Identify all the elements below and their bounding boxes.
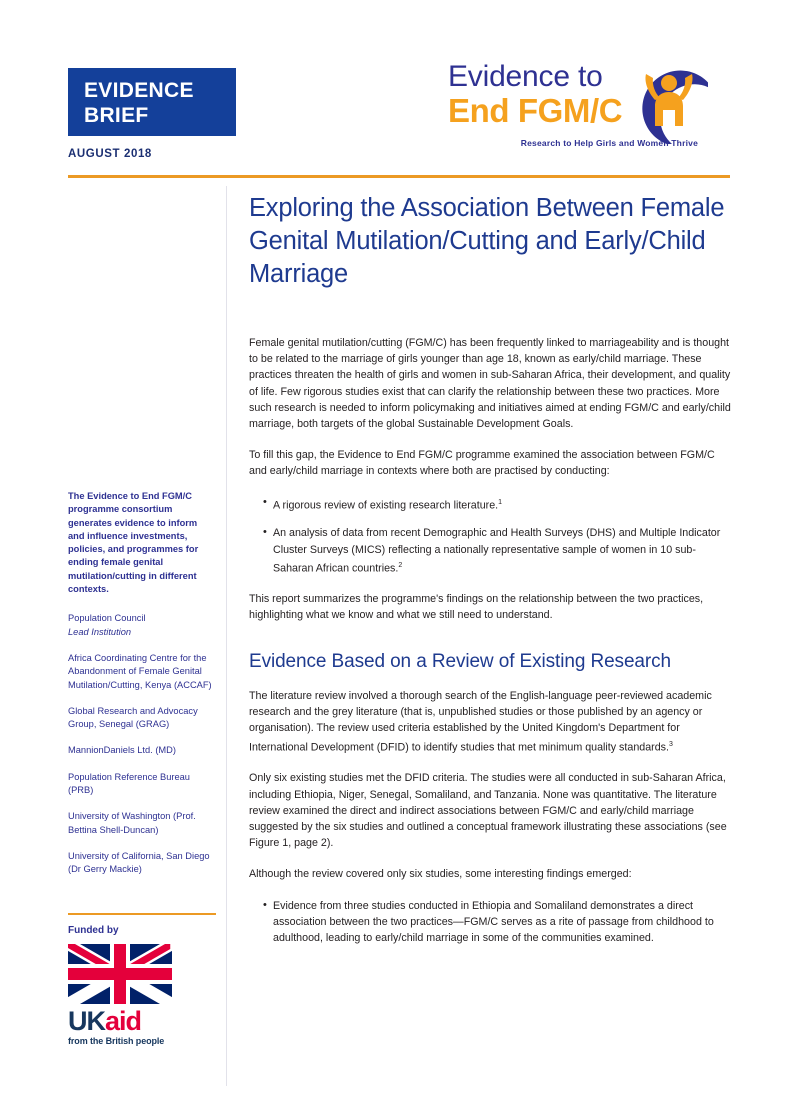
sidebar [68,490,216,890]
funded-by-label: Funded by [68,925,119,936]
list-item [263,525,731,576]
section-heading: Evidence Based on a Review of Existing Research [249,650,671,672]
ukaid-uk-text: UK [68,1006,105,1036]
logo-line-1: Evidence to [448,60,603,93]
logo-tagline: Research to Help Girls and Women Thrive [520,138,698,148]
evidence-to-end-fgmc-logo [448,58,710,158]
page-title: Exploring the Association Between Female Genital Mutilation/Cutting and Early/Child Marriage [249,194,725,288]
list-item [68,652,216,692]
literature-review-paragraph [249,688,731,755]
footnote-marker: 2 [398,561,403,569]
findings-lead-paragraph: Although the review covered only six studies, some interesting findings emerged: [249,868,632,881]
ukaid-logo [68,944,172,1046]
badge-line-2: BRIEF [84,104,149,127]
ukaid-aid-text: aid [105,1006,142,1036]
list-item [68,850,216,877]
main-content [249,192,731,960]
document-header [0,0,797,178]
footnote-marker: 3 [668,740,673,748]
list-item [263,898,731,947]
consortium-organisation-list [68,612,216,876]
list-item [68,810,216,837]
sidebar-intro-text: The Evidence to End FGM/C programme consortium generates evidence to inform and influence investments, policies, and programmes for ending female genital mutilation/cutting in different contexts. [68,491,199,595]
review-text: The literature review involved a thorough search of the English-language peer-reviewed academic research and the grey literature (that is, unpublished studies or those published by an agency or organisation). The review used criteria established by the United Kingdom's Department for International Development (DFID) to identify studies that met minimum quality standards. [249,689,712,754]
research-gap-paragraph: To fill this gap, the Evidence to End FGM/C programme examined the association between FGM/C and early/child marriage in contexts where both are practised by conducting: [249,449,715,478]
org-name: Population Reference Bureau (PRB) [68,771,190,796]
ukaid-wordmark [68,1007,172,1035]
org-name: Africa Coordinating Centre for the Abandonment of Female Genital Mutilation/Cutting, Kenya (ACCAF) [68,652,212,690]
org-name: University of California, San Diego (Dr Gerry Mackie) [68,850,210,875]
bullet-text: An analysis of data from recent Demographic and Health Surveys (DHS) and Multiple Indicator Cluster Surveys (MICS) reflecting a nationally representative sample of women in 10 sub-Saharan African countries. [273,527,721,575]
column-divider [226,186,227,1086]
summary-paragraph: This report summarizes the programme's findings on the relationship between the two practices, highlighting what we know and what we still need to understand. [249,592,704,621]
bullet-text: Evidence from three studies conducted in Ethiopia and Somaliland demonstrates a direct association between the two practices—FGM/C serves as a rite of passage from childhood to adulthood, leading to early/child marriage in some of the communities examined. [273,899,714,944]
header-divider [68,175,730,178]
sidebar-divider [68,913,216,915]
org-name: Population Council [68,613,146,624]
list-item [68,744,216,757]
org-role: Lead Institution [68,626,132,637]
list-item [263,495,731,514]
footnote-marker: 1 [498,498,503,506]
intro-paragraph: Female genital mutilation/cutting (FGM/C) has been frequently linked to marriageability and is thought to be related to the marriage of girls younger than age 18, known as early/child marriage. These practices threaten the health of girls and women in sub-Saharan Africa, their development, and quality of life. Few rigorous studies exist that can clarify the relationship between these two practices. More such research is needed to inform policymaking and initiatives aimed at ending FGM/C and early/child marriage, both targets of the global Sustainable Development Goals. [249,337,731,431]
studies-paragraph: Only six existing studies met the DFID criteria. The studies were all conducted in sub-Saharan Africa, including Ethiopia, Niger, Senegal, Somaliland, and Tanzania. None was quantitative. The literature review examined the direct and indirect associations between FGM/C and early/child marriage suggested by the six studies and outlined a conceptual framework illustrating these associations (see Figure 1, page 2). [249,772,727,850]
union-jack-flag [68,944,172,1004]
raised-arms-figure-icon [622,54,708,144]
logo-line-2: End FGM/C [448,92,623,129]
org-name: Global Research and Advocacy Group, Senegal (GRAG) [68,705,198,730]
badge-line-1: EVIDENCE [84,79,194,102]
ukaid-subtitle: from the British people [68,1036,165,1046]
list-item [68,771,216,798]
org-name: MannionDaniels Ltd. (MD) [68,745,176,756]
methods-bullet-list [249,495,731,577]
list-item [68,612,216,639]
list-item [68,705,216,732]
issue-date: AUGUST 2018 [68,148,152,160]
org-name: University of Washington (Prof. Bettina Shell-Duncan) [68,811,196,835]
findings-bullet-list [249,898,731,947]
evidence-brief-badge [68,68,236,136]
bullet-text: A rigorous review of existing research literature. [273,499,499,512]
